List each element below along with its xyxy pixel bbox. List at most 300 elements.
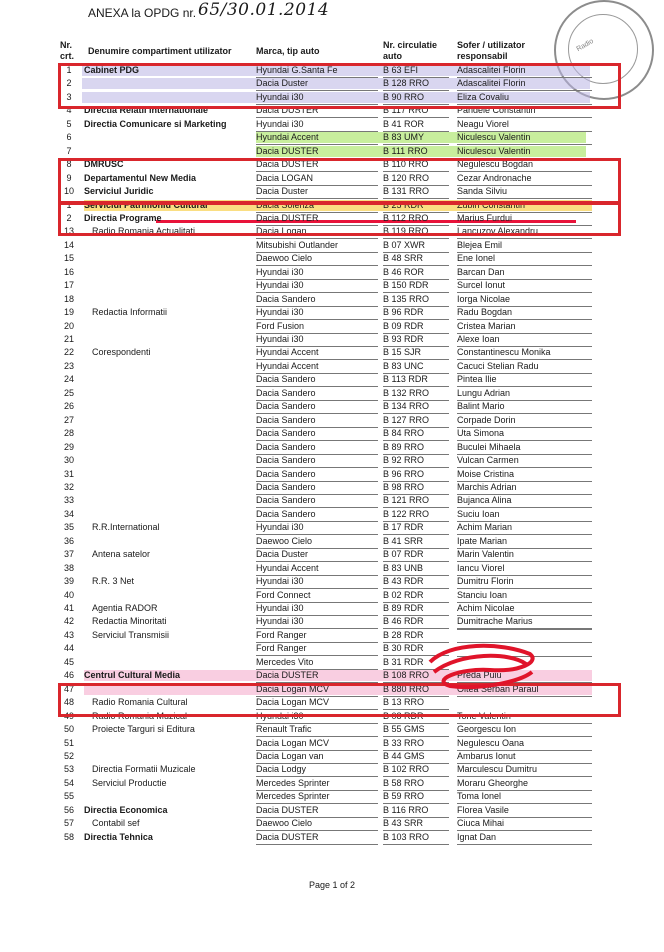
row-car: Dacia Duster <box>256 77 378 91</box>
row-plate: B 128 RRO <box>383 77 449 91</box>
table-row <box>58 535 608 548</box>
row-car: Ford Fusion <box>256 320 378 334</box>
row-car: Hyundai i30 <box>256 575 378 589</box>
row-car: Dacia Sandero <box>256 454 378 468</box>
table-row <box>58 441 608 454</box>
row-plate: B 07 RDR <box>383 548 449 562</box>
row-car: Dacia Sandero <box>256 481 378 495</box>
row-car: Hyundai i30 <box>256 521 378 535</box>
row-car: Dacia Sandero <box>256 387 378 401</box>
row-department: Serviciul Productie <box>92 777 167 788</box>
row-plate: B 120 RRO <box>383 172 449 186</box>
table-row <box>58 118 608 131</box>
row-driver: Iorga Nicolae <box>457 293 592 307</box>
row-driver: Moraru Gheorghe <box>457 777 592 791</box>
row-plate: B 121 RRO <box>383 494 449 508</box>
row-department: Serviciul Transmisii <box>92 629 170 640</box>
row-driver: Cristea Marian <box>457 320 592 334</box>
row-department: Redactia Minoritati <box>92 616 167 627</box>
row-car: Ford Ranger <box>256 629 378 643</box>
row-driver: Uta Simona <box>457 427 592 441</box>
row-plate: B 46 ROR <box>383 266 449 280</box>
row-number: 34 <box>63 508 74 519</box>
row-car: Hyundai i30 <box>256 602 378 616</box>
row-number: 48 <box>63 697 74 708</box>
table-row <box>58 723 608 736</box>
row-number: 54 <box>63 777 74 788</box>
highlight-box-patrimoniu <box>58 202 621 236</box>
row-plate: B 48 SRR <box>383 252 449 266</box>
row-driver: Ambarus Ionut <box>457 750 592 764</box>
row-department: Directia Relatii Internationale <box>84 105 209 116</box>
row-number: 1 <box>66 199 72 210</box>
row-number: 41 <box>63 603 74 613</box>
row-plate: B 98 RRO <box>383 481 449 495</box>
row-car: Dacia Logan MCV <box>256 737 378 751</box>
row-plate: B 103 RRO <box>383 831 449 845</box>
row-driver: Toma Ionel <box>457 790 592 804</box>
row-number: 6 <box>66 132 72 143</box>
highlight-box-comunicare <box>58 158 621 204</box>
row-car: Dacia DUSTER <box>256 831 378 845</box>
row-plate: B 92 RRO <box>383 454 449 468</box>
row-driver: Marin Valentin <box>457 548 592 562</box>
row-number: 52 <box>63 750 74 761</box>
row-plate: B 13 RRO <box>383 696 449 710</box>
row-plate: B 111 RRO <box>383 145 449 159</box>
row-number: 25 <box>63 387 74 398</box>
row-driver: Alexe Ioan <box>457 333 592 347</box>
row-number: 3 <box>66 91 72 102</box>
row-number: 10 <box>63 186 74 197</box>
row-car: Hyundai i30 <box>256 333 378 347</box>
row-plate: B 112 RRO <box>383 212 449 226</box>
row-number: 24 <box>63 374 74 385</box>
row-number: 32 <box>63 481 74 492</box>
row-driver: Dumitru Florin <box>457 575 592 589</box>
row-department: Redactia Informatii <box>92 307 168 318</box>
row-plate: B 110 RRO <box>383 158 449 172</box>
row-number: 36 <box>63 535 74 546</box>
row-department: Directia Programe <box>84 212 162 223</box>
row-plate: B 02 RDR <box>383 589 449 603</box>
row-plate: B 131 RRO <box>383 185 449 199</box>
row-plate: B 84 RRO <box>383 427 449 441</box>
row-driver: Marchis Adrian <box>457 481 592 495</box>
row-driver: Ciuca Mihai <box>457 817 592 831</box>
row-department: Corespondenti <box>92 347 151 358</box>
row-car: Dacia Sandero <box>256 293 378 307</box>
table-row <box>58 737 608 750</box>
table-row <box>58 602 608 615</box>
table-row <box>58 575 608 588</box>
row-plate: B 134 RRO <box>383 400 449 414</box>
table-row <box>58 414 608 427</box>
row-number: 2 <box>66 78 72 89</box>
row-car: Daewoo Cielo <box>256 252 378 266</box>
row-plate: B 63 EFI <box>383 64 449 78</box>
row-plate: B 135 RRO <box>383 293 449 307</box>
row-driver: Sanda Silviu <box>457 185 592 199</box>
table-row <box>58 562 608 575</box>
row-number: 17 <box>63 280 74 291</box>
table-row <box>58 427 608 440</box>
row-driver: Niculescu Valentin <box>457 131 592 145</box>
row-number: 7 <box>66 145 72 156</box>
row-number: 1 <box>66 65 72 75</box>
table-row <box>58 777 608 790</box>
row-plate: B 30 RDR <box>383 642 449 656</box>
row-number: 15 <box>63 253 74 264</box>
row-number: 5 <box>66 118 72 129</box>
row-number: 27 <box>63 414 74 425</box>
row-department: Proiecte Targuri si Editura <box>92 724 195 735</box>
row-driver: Barcan Dan <box>457 266 592 280</box>
header-car: Marca, tip auto <box>256 46 320 56</box>
row-plate: B 117 RRO <box>383 104 449 118</box>
table-row <box>58 548 608 561</box>
row-number: 57 <box>63 818 74 829</box>
row-car: Dacia DUSTER <box>256 669 378 683</box>
row-department: Radio Romania Muzical <box>92 710 188 721</box>
row-driver: Vulcan Carmen <box>457 454 592 468</box>
row-driver: Stanciu Ioan <box>457 589 592 603</box>
row-car: Dacia DUSTER <box>256 804 378 818</box>
row-plate: B 07 XWR <box>383 239 449 253</box>
table-row <box>58 615 608 628</box>
row-plate: B 41 ROR <box>383 118 449 132</box>
row-plate: B 44 GMS <box>383 750 449 764</box>
row-driver <box>457 629 592 630</box>
row-plate: B 96 RDR <box>383 306 449 320</box>
row-plate: B 55 GMS <box>383 723 449 737</box>
row-car: Mercedes Sprinter <box>256 790 378 804</box>
row-department: Radio Romania Cultural <box>92 697 188 708</box>
row-plate: B 43 SRR <box>383 817 449 831</box>
row-car: Ford Connect <box>256 589 378 603</box>
row-driver: Lancuzov Alexandru <box>457 225 592 239</box>
row-number: 45 <box>63 656 74 667</box>
row-number: 46 <box>63 670 74 681</box>
row-plate: B 127 RRO <box>383 414 449 428</box>
table-row <box>58 239 608 252</box>
row-plate: B 08 RDR <box>383 710 449 724</box>
table-row <box>58 333 608 346</box>
row-driver: Surcel Ionut <box>457 279 592 293</box>
row-number: 13 <box>63 226 74 237</box>
row-number: 51 <box>63 737 74 748</box>
header-plate: Nr. circulatie auto <box>383 40 438 61</box>
row-department: Serviciul Juridic <box>84 186 154 197</box>
row-driver: Cezar Andronache <box>457 172 592 186</box>
row-car: Dacia LOGAN <box>256 172 378 186</box>
row-driver: Iancu Viorel <box>457 562 592 576</box>
row-driver: Oltea Serban Paraul <box>457 683 592 697</box>
row-number: 4 <box>66 105 72 116</box>
table-row <box>58 346 608 359</box>
row-plate: B 93 RDR <box>383 333 449 347</box>
row-number: 42 <box>63 616 74 627</box>
row-plate: B 25 RDR <box>383 199 449 213</box>
row-department: Directia Economica <box>84 804 168 815</box>
row-car: Hyundai G.Santa Fe <box>256 64 378 78</box>
table-row <box>58 279 608 292</box>
row-driver: Buculei Mihaela <box>457 441 592 455</box>
row-plate: B 17 RDR <box>383 521 449 535</box>
row-car: Hyundai i30 <box>256 710 378 724</box>
row-car: Dacia DUSTER <box>256 104 378 118</box>
row-plate: B 96 RRO <box>383 468 449 482</box>
row-driver: Lungu Adrian <box>457 387 592 401</box>
row-number: 39 <box>63 576 74 587</box>
table-row <box>58 481 608 494</box>
row-plate: B 58 RRO <box>383 777 449 791</box>
table-row <box>58 817 608 830</box>
row-plate: B 116 RRO <box>383 804 449 818</box>
row-number: 35 <box>63 522 74 533</box>
row-car: Dacia Sandero <box>256 441 378 455</box>
row-driver: Zubin Constantin <box>457 199 592 213</box>
row-department: Directia Formatii Muzicale <box>92 764 196 775</box>
row-driver: Ene Ionel <box>457 252 592 266</box>
row-car: Dacia Sandero <box>256 468 378 482</box>
row-driver: Eliza Covaliu <box>457 91 592 105</box>
row-car: Daewoo Cielo <box>256 535 378 549</box>
row-number: 28 <box>63 428 74 439</box>
row-plate: B 28 RDR <box>383 629 449 643</box>
row-plate: B 150 RDR <box>383 279 449 293</box>
table-row <box>58 373 608 386</box>
row-plate: B 41 SRR <box>383 535 449 549</box>
stamp-text: Radio <box>575 37 595 54</box>
row-plate: B 122 RRO <box>383 508 449 522</box>
row-driver: Florea Vasile <box>457 804 592 818</box>
row-car: Dacia DUSTER <box>256 145 378 159</box>
row-number: 43 <box>63 629 74 640</box>
table-row <box>58 508 608 521</box>
row-driver: Adascalitei Florin <box>457 64 592 78</box>
row-number: 44 <box>63 643 74 654</box>
handwritten-order-number: 65/30.01.2014 <box>198 0 330 20</box>
row-number: 2 <box>66 212 72 223</box>
row-number: 9 <box>66 172 72 183</box>
table-row <box>58 763 608 776</box>
row-number: 53 <box>63 764 74 775</box>
row-driver: Tone Valentin <box>457 710 592 724</box>
row-driver: Pandele Constantin <box>457 104 592 118</box>
row-car: Dacia Logan van <box>256 750 378 764</box>
row-number: 20 <box>63 320 74 331</box>
row-car: Dacia Sandero <box>256 494 378 508</box>
row-number: 38 <box>63 562 74 573</box>
row-car: Mercedes Sprinter <box>256 777 378 791</box>
table-row <box>58 750 608 763</box>
table-row <box>58 589 608 602</box>
row-department: R.R.International <box>92 522 160 533</box>
row-plate: B 83 UMY <box>383 131 449 145</box>
row-driver: Radu Bogdan <box>457 306 592 320</box>
row-department: Serviciul Patrimoniu Cultural <box>84 199 208 210</box>
row-plate: B 90 RRO <box>383 91 449 105</box>
row-car: Hyundai i30 <box>256 118 378 132</box>
table-row <box>58 306 608 319</box>
row-driver: Suciu Ioan <box>457 508 592 522</box>
row-car: Hyundai i30 <box>256 615 378 629</box>
row-plate: B 33 RRO <box>383 737 449 751</box>
table-row <box>58 131 608 144</box>
row-number: 50 <box>63 724 74 735</box>
row-car: Dacia Duster <box>256 548 378 562</box>
row-number: 47 <box>63 683 74 694</box>
row-car: Dacia Duster <box>256 185 378 199</box>
header-driver: Sofer / utilizator responsabil <box>457 40 526 61</box>
row-number: 33 <box>63 495 74 506</box>
row-plate: B 880 RRO <box>383 683 449 697</box>
table-row <box>58 387 608 400</box>
table-row <box>58 400 608 413</box>
table-row <box>58 252 608 265</box>
row-number: 8 <box>66 159 72 170</box>
row-driver: Georgescu Ion <box>457 723 592 737</box>
row-car: Hyundai i30 <box>256 91 378 105</box>
page-footer: Page 1 of 2 <box>308 880 356 890</box>
row-driver: Neagu Viorel <box>457 118 592 132</box>
row-plate: B 108 RRO <box>383 669 449 683</box>
row-car: Hyundai i30 <box>256 306 378 320</box>
table-row <box>58 831 608 844</box>
row-number: 29 <box>63 441 74 452</box>
row-car: Dacia Sandero <box>256 427 378 441</box>
row-department: Agentia RADOR <box>92 603 158 613</box>
row-driver: Adascalitei Florin <box>457 77 592 91</box>
row-number: 31 <box>63 468 74 479</box>
row-car: Dacia Sandero <box>256 373 378 387</box>
row-plate: B 31 RDR <box>383 656 449 670</box>
row-plate: B 83 UNB <box>383 562 449 576</box>
row-plate: B 89 RDR <box>383 602 449 616</box>
row-driver: Moise Cristina <box>457 468 592 482</box>
row-plate: B 113 RDR <box>383 373 449 387</box>
row-department: Antena satelor <box>92 549 151 560</box>
table-row <box>58 293 608 306</box>
row-driver: Marius Furdui <box>457 212 592 226</box>
row-plate: B 15 SJR <box>383 346 449 360</box>
row-plate: B 119 RRO <box>383 225 449 239</box>
row-car: Daewoo Cielo <box>256 817 378 831</box>
row-car: Ford Ranger <box>256 642 378 656</box>
row-car: Dacia Sandero <box>256 414 378 428</box>
row-car: Dacia Solenza <box>256 199 378 213</box>
row-car: Mercedes Vito <box>256 656 378 670</box>
row-car: Dacia Lodgy <box>256 763 378 777</box>
row-plate: B 46 RDR <box>383 615 449 629</box>
row-car: Dacia Logan MCV <box>256 696 378 710</box>
row-car: Hyundai Accent <box>256 131 378 145</box>
row-driver: Dumitrache Marius <box>457 615 592 629</box>
row-number: 26 <box>63 401 74 412</box>
row-driver: Negulescu Bogdan <box>457 158 592 172</box>
row-car: Dacia DUSTER <box>256 158 378 172</box>
row-number: 37 <box>63 549 74 560</box>
row-number: 40 <box>63 589 74 600</box>
row-number: 30 <box>63 455 74 466</box>
row-car: Hyundai i30 <box>256 266 378 280</box>
table-row <box>58 320 608 333</box>
header-department: Denumire compartiment utilizator <box>88 46 232 56</box>
table-row <box>58 521 608 534</box>
row-plate: B 83 UNC <box>383 360 449 374</box>
row-driver: Blejea Emil <box>457 239 592 253</box>
row-car: Dacia Logan MCV <box>256 683 378 697</box>
table-row <box>58 454 608 467</box>
row-driver: Bujanca Alina <box>457 494 592 508</box>
row-driver: Achim Marian <box>457 521 592 535</box>
row-number: 14 <box>63 239 74 250</box>
table-row <box>58 629 608 642</box>
row-plate: B 09 RDR <box>383 320 449 334</box>
row-plate: B 132 RRO <box>383 387 449 401</box>
row-department: Cabinet PDG <box>84 65 140 75</box>
table-row <box>58 804 608 817</box>
row-plate: B 59 RRO <box>383 790 449 804</box>
row-department: Radio Romania Actualitati <box>92 226 196 237</box>
row-driver: Constantinescu Monika <box>457 346 592 360</box>
table-row <box>58 468 608 481</box>
row-driver: Achim Nicolae <box>457 602 592 616</box>
row-number: 22 <box>63 347 74 358</box>
row-number: 23 <box>63 360 74 371</box>
row-department: R.R. 3 Net <box>92 576 135 587</box>
row-plate: B 89 RRO <box>383 441 449 455</box>
row-driver: Pintea Ilie <box>457 373 592 387</box>
row-department: Directia Tehnica <box>84 831 153 842</box>
row-car: Dacia Logan <box>256 225 378 239</box>
row-car: Hyundai i30 <box>256 279 378 293</box>
row-car: Renault Trafic <box>256 723 378 737</box>
row-car: Dacia Sandero <box>256 508 378 522</box>
row-plate: B 43 RDR <box>383 575 449 589</box>
row-driver: Negulescu Oana <box>457 737 592 751</box>
table-row <box>58 494 608 507</box>
table-row <box>58 145 608 158</box>
row-car: Hyundai Accent <box>256 360 378 374</box>
row-number: 16 <box>63 266 74 277</box>
row-car: Hyundai Accent <box>256 346 378 360</box>
row-number: 55 <box>63 791 74 802</box>
row-driver: Marculescu Dumitru <box>457 763 592 777</box>
row-number: 21 <box>63 334 74 344</box>
row-driver: Ipate Marian <box>457 535 592 549</box>
table-row <box>58 790 608 803</box>
highlight-box-cabinet <box>58 63 621 109</box>
row-driver: Preda Puiu <box>457 669 592 683</box>
row-plate: B 102 RRO <box>383 763 449 777</box>
row-department: Departamentul New Media <box>84 172 197 183</box>
row-car: Hyundai Accent <box>256 562 378 576</box>
header-nr: Nr. crt. <box>60 40 75 61</box>
redaction-scribble <box>420 642 540 690</box>
document-title: ANEXA la OPDG nr. <box>88 6 197 20</box>
table-row <box>58 266 608 279</box>
row-number: 58 <box>63 831 74 842</box>
row-driver: Ignat Dan <box>457 831 592 845</box>
row-driver: Corpade Dorin <box>457 414 592 428</box>
row-department: Directia Comunicare si Marketing <box>84 118 227 129</box>
row-number: 49 <box>63 710 74 721</box>
row-department: Centrul Cultural Media <box>84 670 181 681</box>
row-department: Contabil sef <box>92 818 140 829</box>
table-row <box>58 360 608 373</box>
